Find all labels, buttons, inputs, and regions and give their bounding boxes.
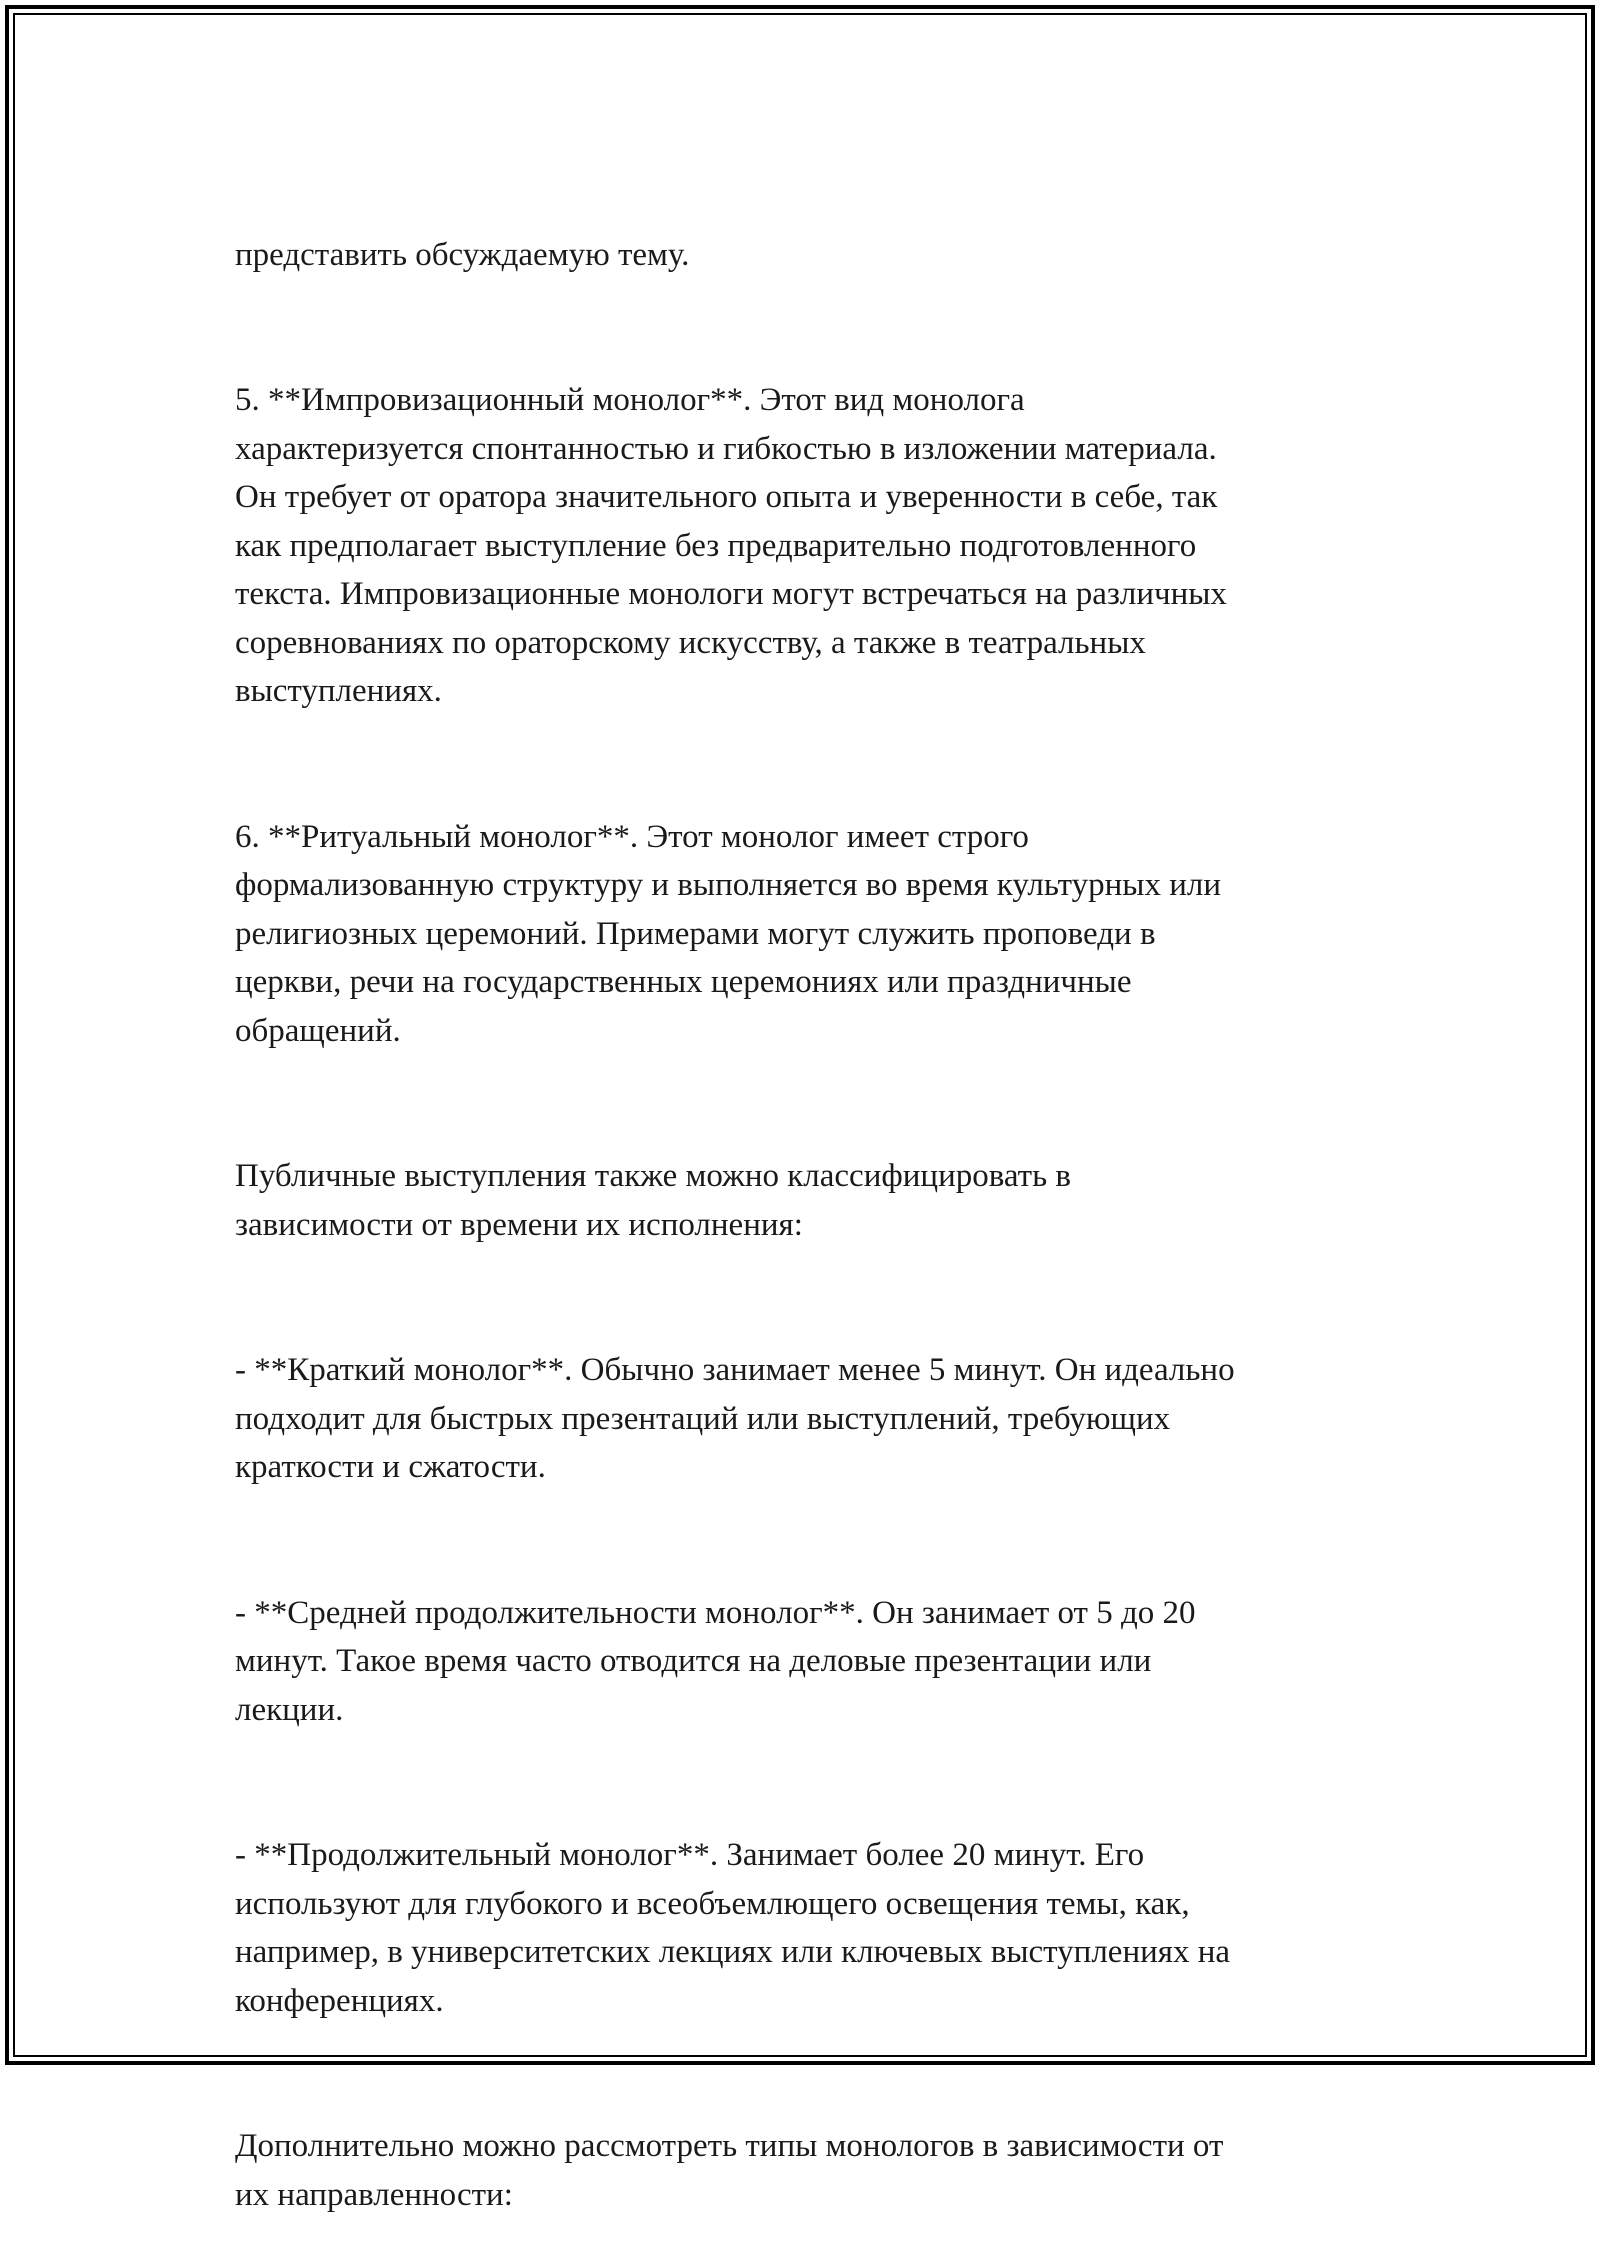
paragraph-intro-continuation: представить обсуждаемую тему. bbox=[235, 236, 690, 273]
paragraph-improvised-monologue: 5. **Импровизационный монолог**. Этот вид монолога характеризуется спонтанностью и гибкостью в изложении материала. Он требует от оратора значительного опыта и уверенности в себе, так как предполагает выступление без предварительно подготовленного текста. Импровизационные монологи могут встречаться на различных соревнованиях по ораторскому искусству, а также в театральных выступлениях. bbox=[235, 382, 1227, 709]
list-item-medium-monologue: - **Средней продолжительности монолог**. Он занимает от 5 до 20 минут. Такое время часто отводится на деловые презентации или лекции. bbox=[235, 1594, 1196, 1728]
paragraph-orientation-types: Дополнительно можно рассмотреть типы монологов в зависимости от их направленности: bbox=[235, 2128, 1224, 2213]
list-item-short-monologue: - **Краткий монолог**. Обычно занимает менее 5 минут. Он идеально подходит для быстрых презентаций или выступлений, требующих краткости и сжатости. bbox=[235, 1352, 1235, 1485]
paragraph-ritual-monologue: 6. **Ритуальный монолог**. Этот монолог имеет строго формализованную структуру и выполняется во время культурных или религиозных церемоний. Примерами могут служить проповеди в церкви, речи на государственных церемониях или праздничные обращений. bbox=[235, 818, 1222, 1049]
list-item-long-monologue: - **Продолжительный монолог**. Занимает более 20 минут. Его используют для глубокого и всеобъемлющего освещения темы, как, например, в университетских лекциях или ключевых выступлениях на конференциях. bbox=[235, 1837, 1230, 2019]
paragraph-time-classification: Публичные выступления также можно классифицировать в зависимости от времени их исполнения: bbox=[235, 1158, 1071, 1243]
document-body bbox=[235, 182, 1375, 2268]
